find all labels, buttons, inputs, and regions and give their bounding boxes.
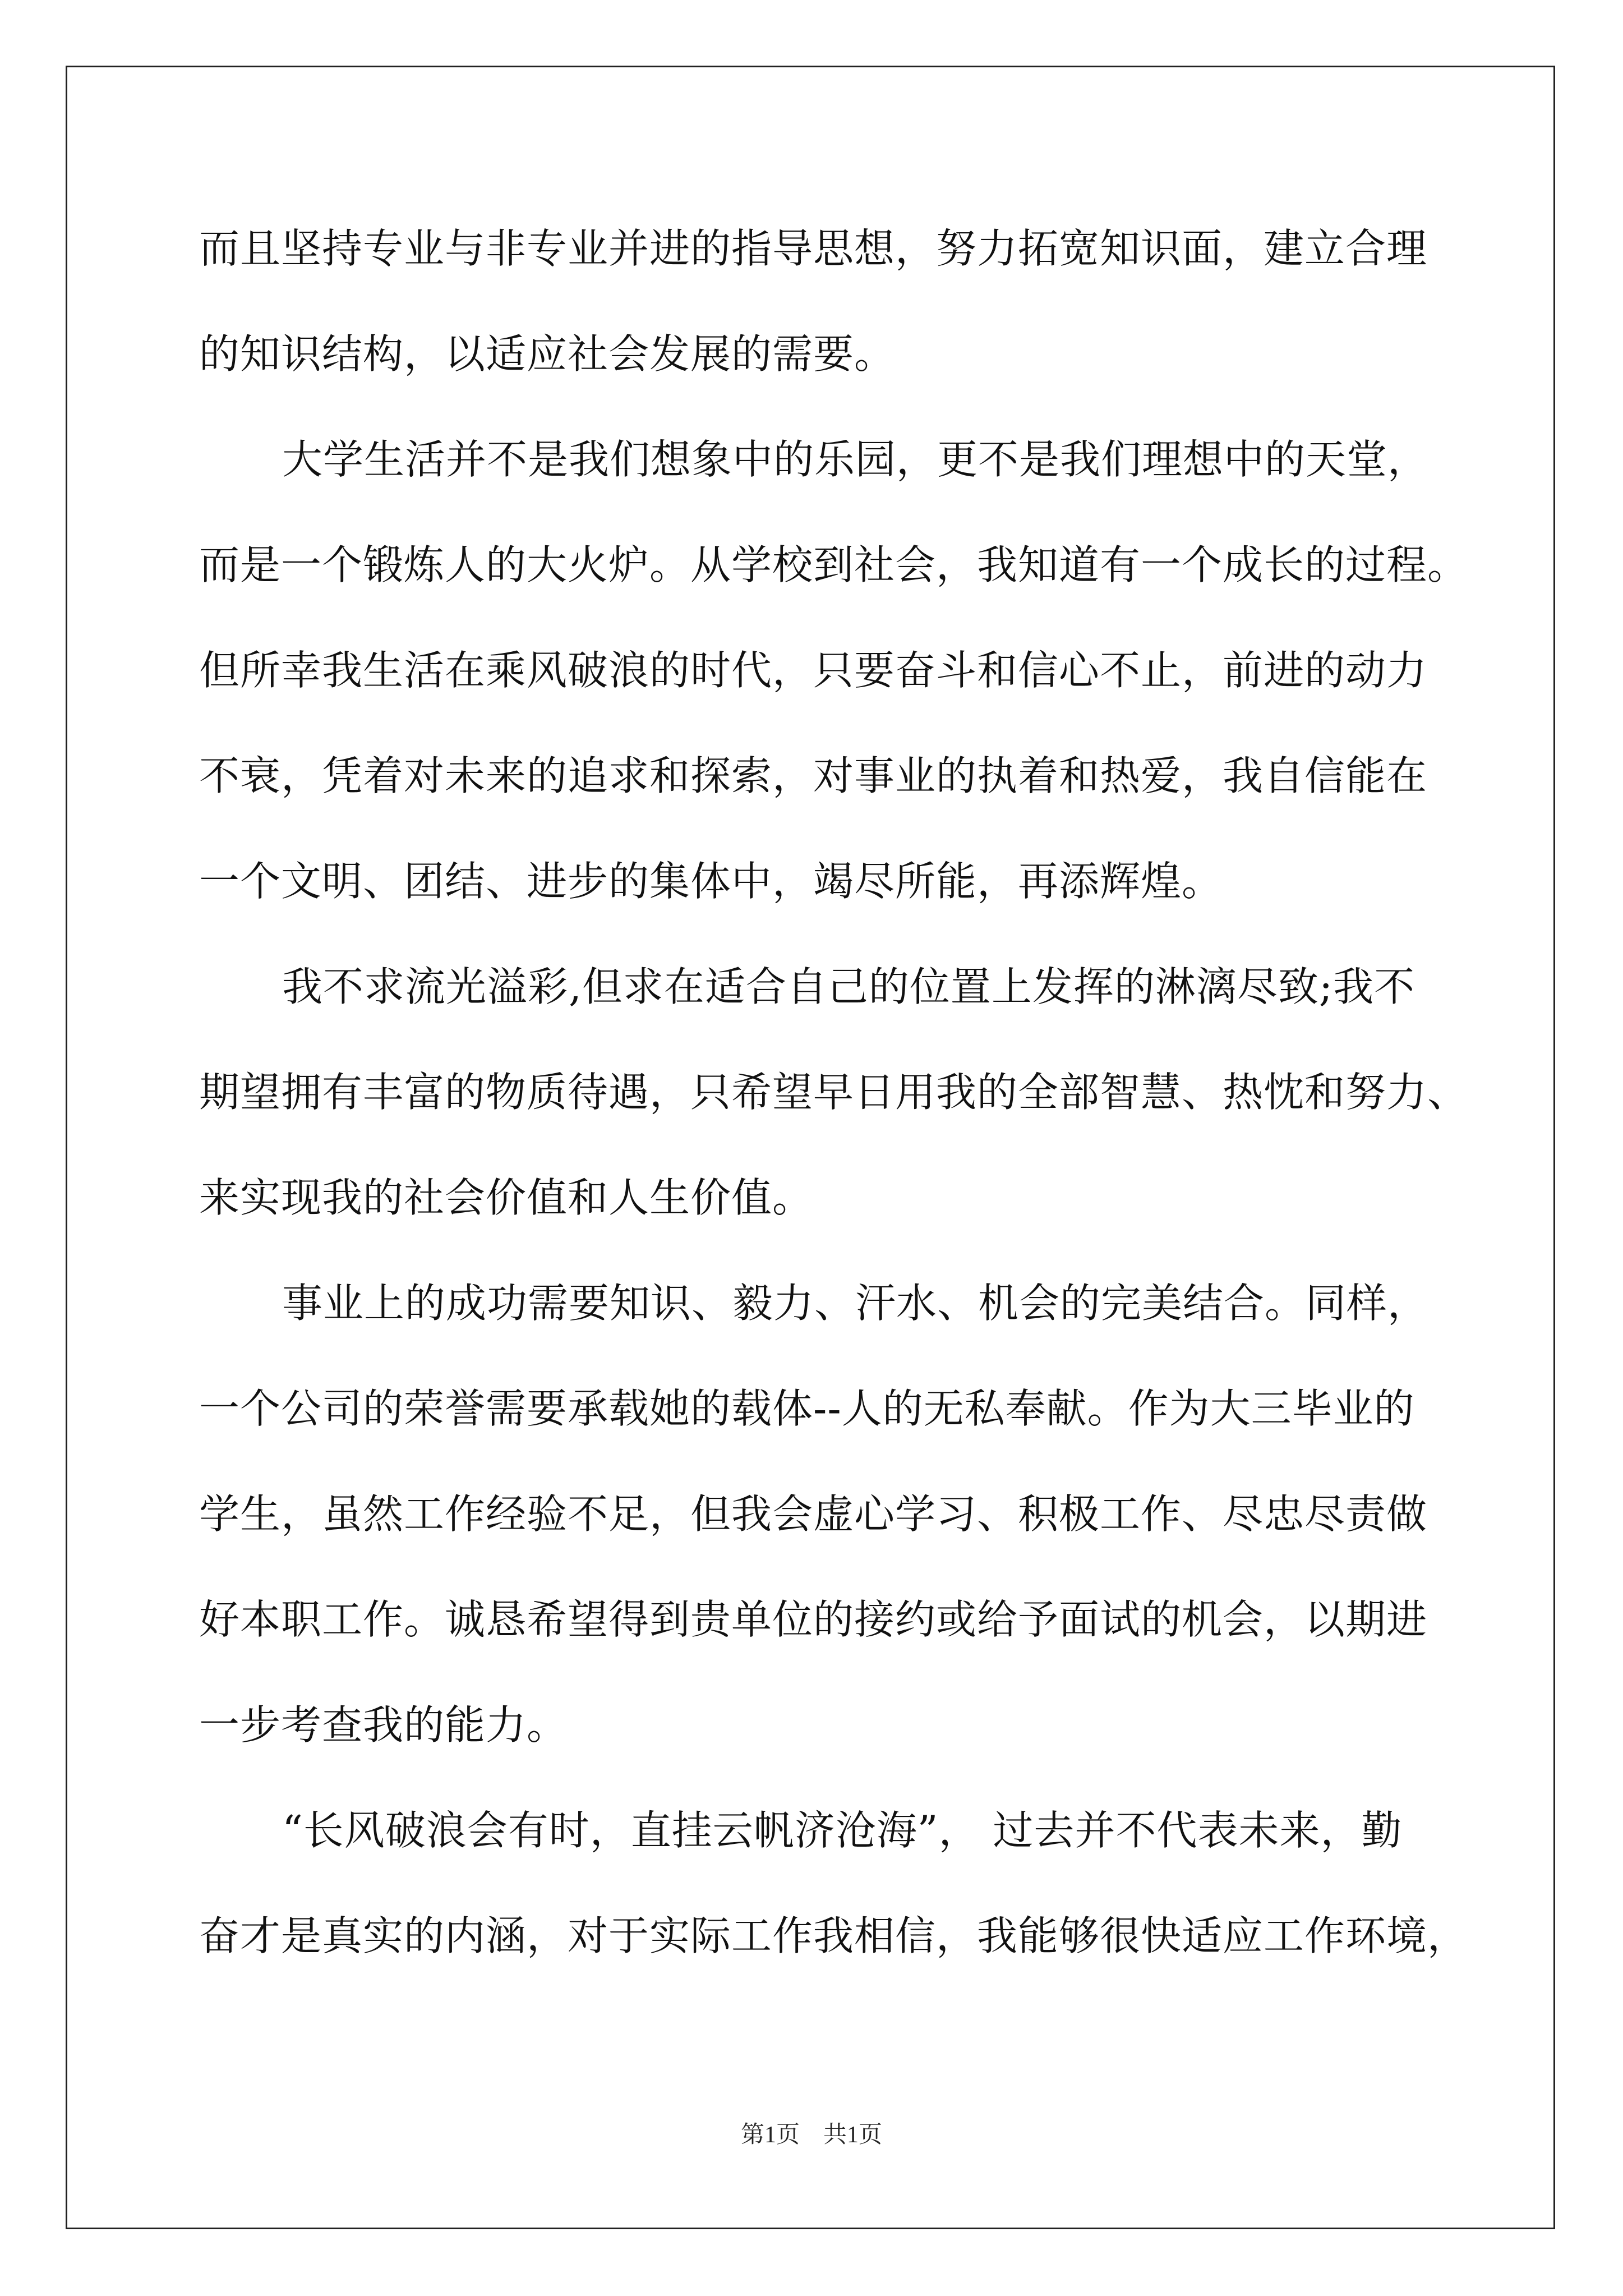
text-line: 而且坚持专业与非专业并进的指导思想，努力拓宽知识面，建立合理: [199, 225, 1428, 272]
text-line: 我不求流光溢彩,但求在适合自己的位置上发挥的淋漓尽致;我不: [282, 963, 1415, 1010]
text-line: 一个公司的荣誉需要承载她的载体--人的无私奉献。作为大三毕业的: [199, 1385, 1415, 1432]
text-line: “长风破浪会有时，直挂云帆济沧海”， 过去并不代表未来，勤: [282, 1807, 1403, 1854]
text-line: 但所幸我生活在乘风破浪的时代，只要奋斗和信心不止，前进的动力: [199, 647, 1428, 694]
text-line: 大学生活并不是我们想象中的乐园，更不是我们理想中的天堂，: [282, 436, 1429, 483]
text-line: 一步考查我的能力。: [199, 1701, 568, 1749]
text-line: 而是一个锻炼人的大火炉。从学校到社会，我知道有一个成长的过程。: [199, 541, 1469, 588]
text-line: 奋才是真实的内涵，对于实际工作我相信，我能够很快适应工作环境，: [199, 1912, 1469, 1959]
text-line: 学生，虽然工作经验不足，但我会虚心学习、积极工作、尽忠尽责做: [199, 1490, 1428, 1538]
text-line: 期望拥有丰富的物质待遇，只希望早日用我的全部智慧、热忱和努力、: [199, 1069, 1469, 1116]
page-number-footer: 第1页 共1页: [740, 2122, 882, 2148]
document-body: [199, 215, 1469, 2008]
text-line: 的知识结构，以适应社会发展的需要。: [199, 330, 896, 378]
text-line: 不衰，凭着对未来的追求和探索，对事业的执着和热爱，我自信能在: [199, 752, 1428, 799]
text-line: 事业上的成功需要知识、毅力、汗水、机会的完美结合。同样，: [282, 1280, 1429, 1327]
text-line: 一个文明、团结、进步的集体中，竭尽所能，再添辉煌。: [199, 858, 1223, 905]
text-line: 来实现我的社会价值和人生价值。: [199, 1174, 814, 1221]
text-line: 好本职工作。诚恳希望得到贵单位的接约或给予面试的机会，以期进: [199, 1596, 1428, 1643]
